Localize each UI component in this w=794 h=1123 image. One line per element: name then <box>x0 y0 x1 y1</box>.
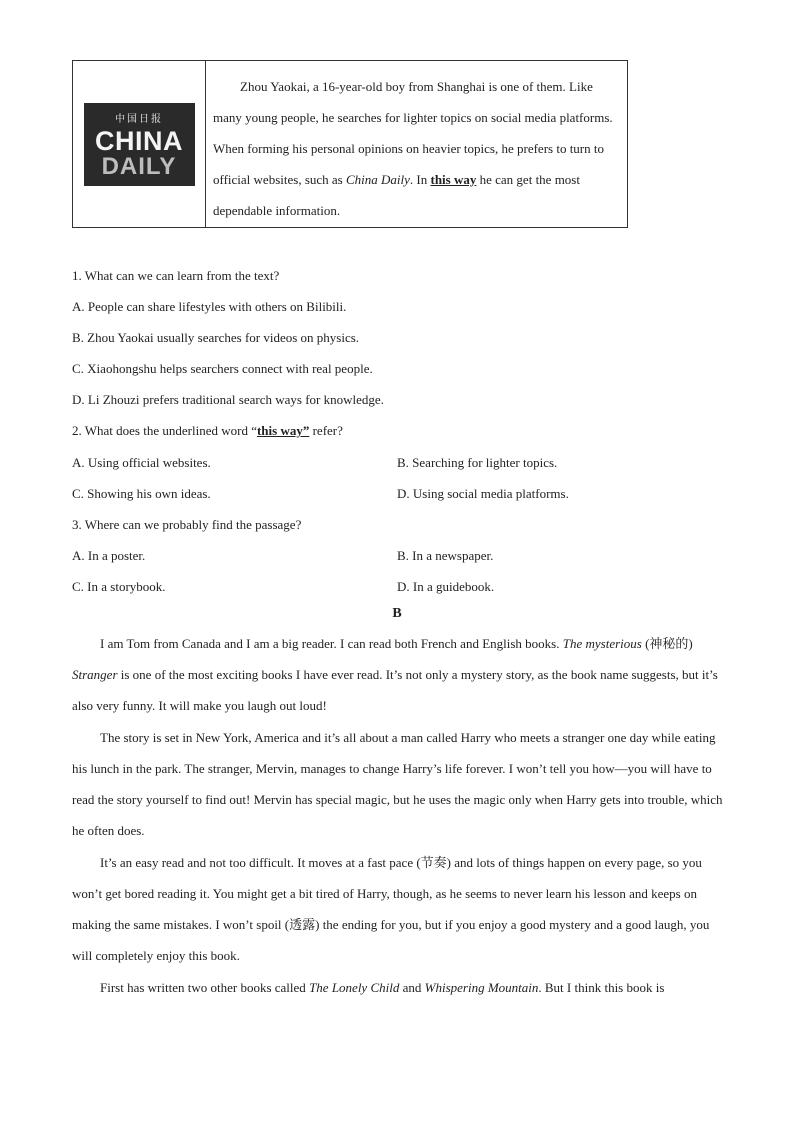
q2-option-b: B. Searching for lighter topics. <box>397 455 558 470</box>
section-b-paragraph-4 <box>72 972 724 1003</box>
p1-rest: is one of the most exciting books I have ever read. It’s not only a mystery story, as the book name suggests, but it’s also very funny. It will make you laugh out loud! <box>72 667 718 713</box>
q3-option-c: C. In a storybook. <box>72 579 166 594</box>
passage-text-mid: . In <box>409 172 431 187</box>
q1-option-a: A. People can share lifestyles with others on Bilibili. <box>72 299 347 314</box>
p4-rest: . But I think this book is <box>538 980 665 995</box>
q3-option-a: A. In a poster. <box>72 548 146 563</box>
section-b-paragraph-2: The story is set in New York, America and it’s all about a man called Harry who meets a stranger one day while eating his lunch in the park. The stranger, Mervin, manages to change Harry’s life forever. I won’t tell you how—you will have to read the story yourself to find out! Mervin has special magic, but he uses the magic only when Harry gets into trouble, which he often does. <box>72 730 723 838</box>
q2-stem-before: 2. What does the underlined word “ <box>72 423 257 438</box>
passage-text <box>213 71 617 226</box>
newspaper-title: China Daily <box>345 172 410 187</box>
p1-book-title-part2: Stranger <box>72 667 118 682</box>
passage-table <box>72 60 628 228</box>
logo-word-daily: DAILY <box>101 152 177 180</box>
passage-text-end: he can get the most dependable information. <box>213 172 580 218</box>
logo-chinese-text: 中国日报 <box>115 113 163 125</box>
section-b-paragraph-3: It’s an easy read and not too difficult. It moves at a fast pace (节奏) and lots of things happen on every page, so you won’t get bored reading it. You might get a bit tired of Harry, though, as he seems to never learn his lesson and keeps on making the same mistakes. I won’t spoil (透露) the ending for you, but if you enjoy a good mystery and a good laugh, you will completely enjoy this book. <box>72 855 710 963</box>
logo-word-china: CHINA <box>95 125 183 156</box>
q2-option-d: D. Using social media platforms. <box>397 486 569 501</box>
p4-book-title-2: Whispering Mountain <box>424 980 539 995</box>
q2-option-c: C. Showing his own ideas. <box>72 486 211 501</box>
question-2-stem <box>72 423 343 439</box>
p4-book-title-1: The Lonely Child <box>309 980 400 995</box>
q2-stem-underlined: this way” <box>256 423 310 438</box>
q2-stem-after: refer? <box>309 423 343 438</box>
passage-text-lead: Zhou Yaokai, a 16-year-old boy from Shanghai is one of them. Like many young people, he searches for lighter topics on social media platforms. When forming his personal opinions on heavier topics, he prefers to turn to official websites, such as <box>213 79 613 187</box>
underlined-phrase: this way <box>430 172 477 187</box>
q3-option-d: D. In a guidebook. <box>397 579 495 594</box>
question-1-stem: 1. What can we can learn from the text? <box>72 268 280 283</box>
passage-text-cell <box>206 61 627 227</box>
p1-lead: I am Tom from Canada and I am a big reader. I can read both French and English books. <box>100 636 563 651</box>
question-3-stem: 3. Where can we probably find the passage? <box>72 517 302 532</box>
q1-option-c: C. Xiaohongshu helps searchers connect with real people. <box>72 361 373 376</box>
section-b-paragraph-1 <box>72 628 724 721</box>
p4-lead: First has written two other books called <box>100 980 310 995</box>
p1-book-title-part1: The mysterious <box>562 636 642 651</box>
section-b-heading: B <box>392 606 402 621</box>
q1-option-d: D. Li Zhouzi prefers traditional search ways for knowledge. <box>72 392 384 407</box>
p4-and: and <box>399 980 425 995</box>
q3-option-b: B. In a newspaper. <box>397 548 494 563</box>
p1-gloss: (神秘的) <box>641 636 693 651</box>
china-daily-logo <box>84 103 195 186</box>
q2-option-a: A. Using official websites. <box>72 455 211 470</box>
q1-option-b: B. Zhou Yaokai usually searches for videos on physics. <box>72 330 360 345</box>
logo-cell <box>73 61 206 227</box>
